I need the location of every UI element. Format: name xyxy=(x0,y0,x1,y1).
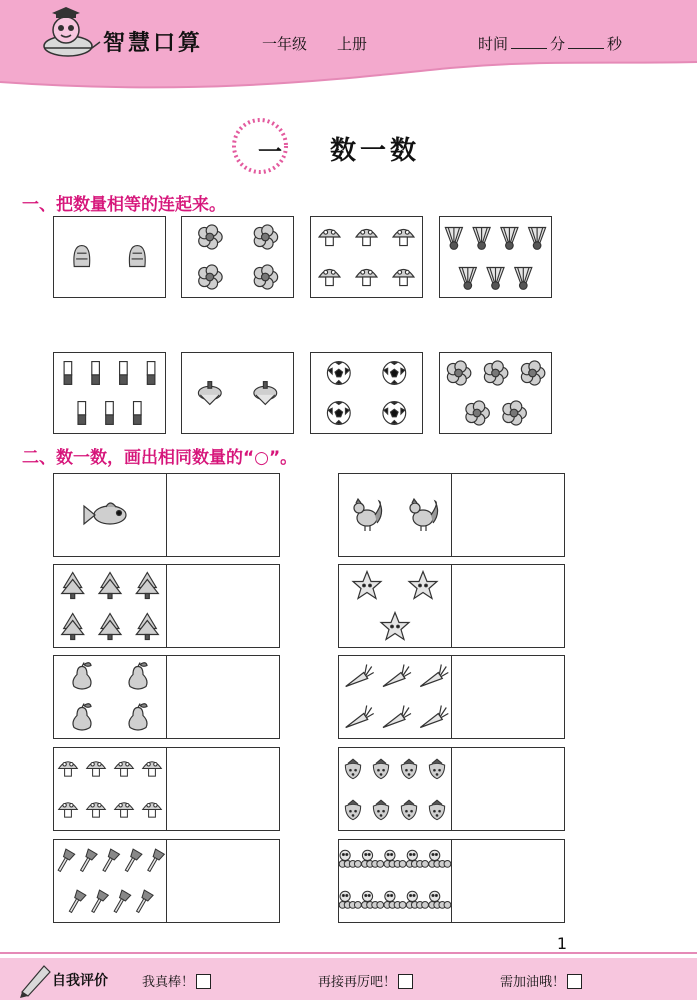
grade-label: 一年级 xyxy=(262,35,308,53)
fish-icon xyxy=(84,503,126,524)
carrot-icon xyxy=(346,665,374,687)
shuttlecock-icon xyxy=(515,268,532,290)
flower-group xyxy=(440,353,551,433)
fish-group xyxy=(54,474,166,556)
mushroom-icon xyxy=(319,269,340,285)
axe-icon xyxy=(81,849,98,871)
mushroom-icon xyxy=(356,269,377,285)
option-keep-going xyxy=(318,971,413,990)
pear-icon xyxy=(129,663,147,690)
count-picture xyxy=(54,656,167,738)
knife-icon xyxy=(92,362,100,385)
caterpillar-icon xyxy=(429,891,451,908)
brand-title: 智慧口算 xyxy=(103,31,204,56)
mushroom-icon xyxy=(115,762,134,776)
caterpillar-icon xyxy=(406,891,428,908)
matching-card-bottom-4[interactable] xyxy=(439,352,552,434)
knife-group xyxy=(54,353,165,433)
count-row-3-left xyxy=(53,655,280,739)
answer-drawing-box[interactable] xyxy=(452,656,564,738)
strawberry-icon xyxy=(373,759,388,779)
carrot-icon xyxy=(383,706,411,728)
count-row-4-left xyxy=(53,747,280,831)
option-try-harder-checkbox[interactable] xyxy=(567,974,582,989)
flower-icon xyxy=(503,401,526,425)
soccer-ball-group xyxy=(311,353,422,433)
flower-group xyxy=(182,217,293,297)
caterpillar-icon xyxy=(406,850,428,867)
knife-icon xyxy=(120,362,128,385)
footer-divider xyxy=(0,950,697,956)
pear-icon xyxy=(73,704,91,731)
time-record xyxy=(478,33,622,54)
star-icon xyxy=(381,613,409,640)
flower-icon xyxy=(521,361,544,385)
axe-icon xyxy=(92,890,109,912)
mushroom-icon xyxy=(115,803,134,817)
count-picture xyxy=(339,565,452,647)
section-title xyxy=(222,118,462,188)
option-try-harder-label: 需加油哦！ xyxy=(500,975,566,990)
pencil-icon xyxy=(16,958,56,1000)
axe-icon xyxy=(148,849,165,871)
count-picture xyxy=(339,474,452,556)
axe-icon xyxy=(114,890,131,912)
caterpillar-icon xyxy=(384,850,406,867)
mushroom-icon xyxy=(87,762,106,776)
knife-icon xyxy=(147,362,155,385)
rooster-icon xyxy=(410,499,438,531)
caterpillar-icon xyxy=(362,850,384,867)
soccer-ball-icon xyxy=(383,402,406,425)
count-picture xyxy=(339,840,452,922)
count-row-1-right xyxy=(338,473,565,557)
carrot-icon xyxy=(420,665,448,687)
carrot-icon xyxy=(383,665,411,687)
soccer-ball-icon xyxy=(327,402,350,425)
shuttlecock-group xyxy=(440,217,551,297)
pear-icon xyxy=(73,663,91,690)
option-great xyxy=(142,971,211,990)
spinning-top-group xyxy=(182,353,293,433)
axe-icon xyxy=(125,849,142,871)
time-label: 时间 xyxy=(478,35,509,53)
count-row-4-right xyxy=(338,747,565,831)
option-great-checkbox[interactable] xyxy=(196,974,211,989)
shell-group xyxy=(54,217,165,297)
answer-drawing-box[interactable] xyxy=(167,474,279,556)
shuttlecock-icon xyxy=(501,228,518,250)
axe-icon xyxy=(137,890,154,912)
matching-card-bottom-2[interactable] xyxy=(181,352,294,434)
flower-icon xyxy=(447,361,470,385)
caterpillar-icon xyxy=(339,850,361,867)
page-number: 1 xyxy=(556,934,568,953)
shuttlecock-icon xyxy=(529,228,546,250)
carrot-icon xyxy=(420,706,448,728)
axe-icon xyxy=(69,890,86,912)
tree-icon xyxy=(62,573,84,599)
flower-icon xyxy=(254,225,277,249)
matching-card-top-4[interactable] xyxy=(439,216,552,298)
answer-drawing-box[interactable] xyxy=(167,565,279,647)
star-icon xyxy=(409,572,437,599)
mushroom-group xyxy=(54,748,166,830)
option-keep-going-label: 再接再厉吧！ xyxy=(318,975,397,990)
count-picture xyxy=(54,748,167,830)
axe-icon xyxy=(103,849,120,871)
count-picture xyxy=(54,565,167,647)
shuttlecock-icon xyxy=(487,268,504,290)
shuttlecock-icon xyxy=(459,268,476,290)
tree-group xyxy=(54,565,166,647)
count-row-5-left xyxy=(53,839,280,923)
carrot-group xyxy=(339,656,451,738)
section-number: 一 xyxy=(258,138,282,166)
shell-icon xyxy=(74,246,90,267)
seconds-label: 秒 xyxy=(607,35,623,53)
shuttlecock-icon xyxy=(445,228,462,250)
self-evaluation-bar xyxy=(0,958,697,1000)
rooster-group xyxy=(339,474,451,556)
page-header xyxy=(0,0,697,110)
spinning-top-icon xyxy=(198,382,221,405)
star-icon xyxy=(353,572,381,599)
answer-drawing-box[interactable] xyxy=(167,656,279,738)
tree-icon xyxy=(99,614,121,640)
mushroom-icon xyxy=(393,229,414,245)
star-group xyxy=(339,565,451,647)
mushroom-icon xyxy=(393,269,414,285)
tree-icon xyxy=(136,614,158,640)
matching-card-top-3[interactable] xyxy=(310,216,423,298)
strawberry-icon xyxy=(401,800,416,820)
knife-icon xyxy=(64,362,72,385)
axe-group xyxy=(54,840,166,922)
mushroom-icon xyxy=(59,803,78,817)
soccer-ball-icon xyxy=(383,362,406,385)
carrot-icon xyxy=(346,706,374,728)
flower-icon xyxy=(199,265,222,289)
mushroom-group xyxy=(311,217,422,297)
count-picture xyxy=(339,656,452,738)
self-eval-label: 自我评价 xyxy=(52,973,108,989)
mushroom-icon xyxy=(319,229,340,245)
strawberry-icon xyxy=(345,759,360,779)
strawberry-group xyxy=(339,748,451,830)
count-row-2-right xyxy=(338,564,565,648)
tree-icon xyxy=(136,573,158,599)
shuttlecock-icon xyxy=(473,228,490,250)
mushroom-icon xyxy=(143,762,162,776)
strawberry-icon xyxy=(345,800,360,820)
shell-icon xyxy=(129,246,145,267)
seconds-blank[interactable] xyxy=(568,36,604,49)
strawberry-icon xyxy=(429,800,444,820)
count-row-1-left xyxy=(53,473,280,557)
matching-card-top-1[interactable] xyxy=(53,216,166,298)
count-picture xyxy=(339,748,452,830)
option-try-harder xyxy=(500,971,582,990)
count-picture xyxy=(54,840,167,922)
knife-icon xyxy=(106,402,114,425)
strawberry-icon xyxy=(373,800,388,820)
question-1-title: 一、把数量相等的连起来。 xyxy=(22,195,226,215)
caterpillar-icon xyxy=(429,850,451,867)
pear-group xyxy=(54,656,166,738)
mushroom-icon xyxy=(59,762,78,776)
question-2-title: 二、数一数，画出相同数量的“○”。 xyxy=(22,448,298,468)
minutes-label: 分 xyxy=(550,35,566,53)
strawberry-icon xyxy=(401,759,416,779)
term-label: 上册 xyxy=(337,35,368,53)
caterpillar-icon xyxy=(339,891,361,908)
minutes-blank[interactable] xyxy=(511,36,547,49)
answer-drawing-box[interactable] xyxy=(452,840,564,922)
answer-drawing-box[interactable] xyxy=(167,840,279,922)
caterpillar-icon xyxy=(384,891,406,908)
mushroom-icon xyxy=(143,803,162,817)
spinning-top-icon xyxy=(254,382,277,405)
strawberry-icon xyxy=(429,759,444,779)
flower-icon xyxy=(254,265,277,289)
flower-icon xyxy=(466,401,489,425)
caterpillar-group xyxy=(339,840,451,922)
count-row-2-left xyxy=(53,564,280,648)
option-keep-going-checkbox[interactable] xyxy=(398,974,413,989)
answer-drawing-box[interactable] xyxy=(167,748,279,830)
knife-icon xyxy=(134,402,142,425)
axe-icon xyxy=(58,849,75,871)
caterpillar-icon xyxy=(362,891,384,908)
matching-card-bottom-1[interactable] xyxy=(53,352,166,434)
knife-icon xyxy=(78,402,86,425)
soccer-ball-icon xyxy=(327,362,350,385)
answer-drawing-box[interactable] xyxy=(452,565,564,647)
rooster-icon xyxy=(354,499,382,531)
section-name: 数一数 xyxy=(330,136,421,166)
tree-icon xyxy=(62,614,84,640)
count-row-3-right xyxy=(338,655,565,739)
matching-card-bottom-3[interactable] xyxy=(310,352,423,434)
flower-icon xyxy=(484,361,507,385)
matching-card-top-2[interactable] xyxy=(181,216,294,298)
answer-drawing-box[interactable] xyxy=(452,748,564,830)
pear-icon xyxy=(129,704,147,731)
count-row-5-right xyxy=(338,839,565,923)
flower-icon xyxy=(199,225,222,249)
count-picture xyxy=(54,474,167,556)
option-great-label: 我真棒！ xyxy=(142,975,195,990)
tree-icon xyxy=(99,573,121,599)
answer-drawing-box[interactable] xyxy=(452,474,564,556)
mushroom-icon xyxy=(87,803,106,817)
mushroom-icon xyxy=(356,229,377,245)
